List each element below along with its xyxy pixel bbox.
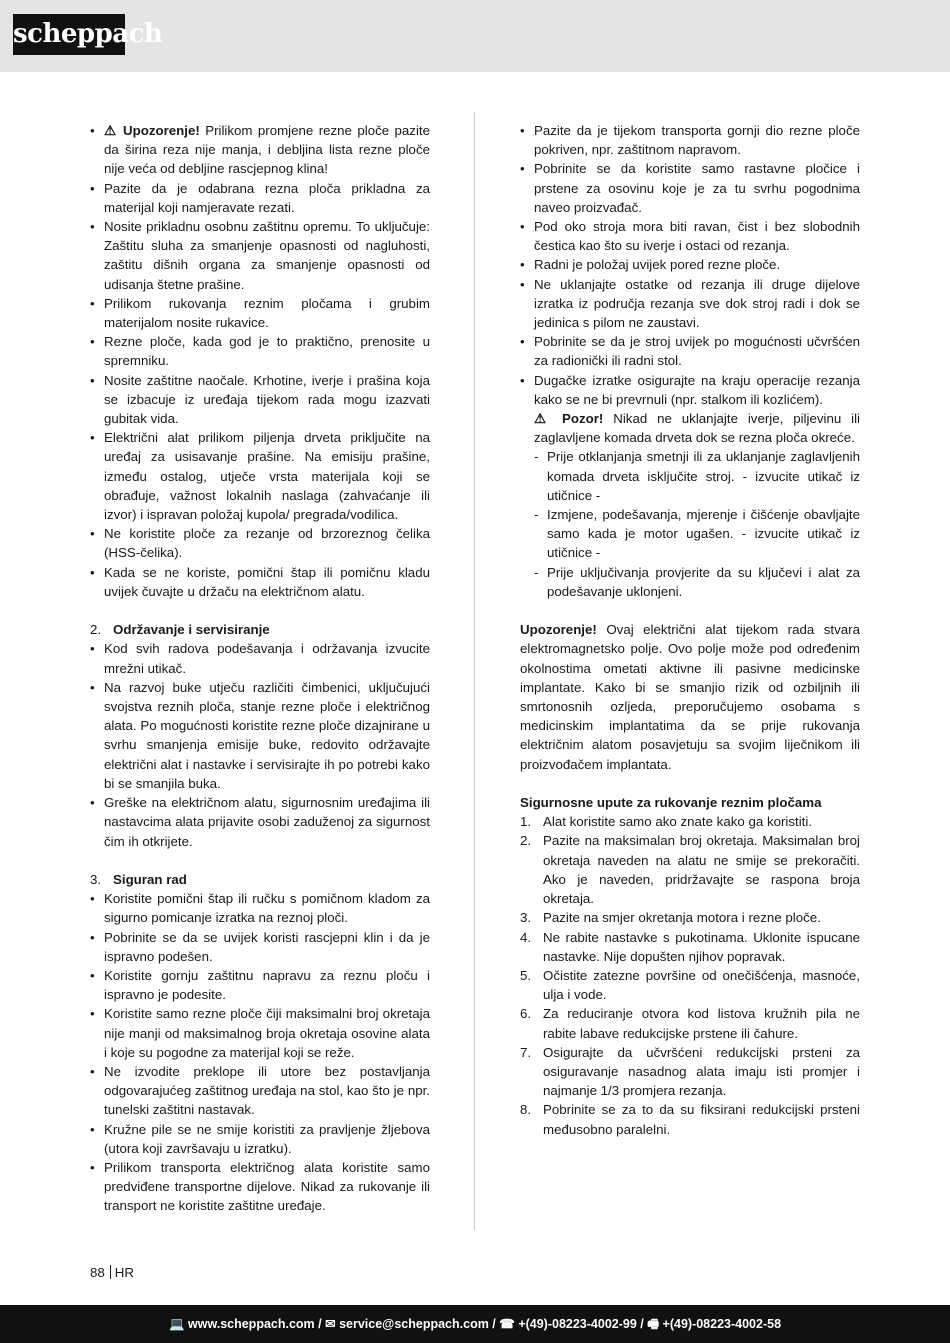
list-item: • Prilikom transporta električnog alata koristite samo predviđene transportne dijelove. Nikad za rukovanje ili transport ne koristite zaštitne uređaje. bbox=[90, 1158, 430, 1216]
fax-icon: 🖷 bbox=[647, 1317, 660, 1331]
list-item: • Ne koristite ploče za rezanje od brzoreznog čelika (HSS-čelika). bbox=[90, 524, 430, 562]
list-item: • Radni je položaj uvijek pored rezne ploče. bbox=[520, 255, 860, 274]
list-item: • Nosite zaštitne naočale. Krhotine, iverje i prašina koja se izbacuje iz uređaja tijekom rada mogu izazvati gubitak vida. bbox=[90, 371, 430, 429]
dash-list bbox=[520, 447, 860, 601]
section-heading-blades: Sigurnosne upute za rukovanje reznim pločama bbox=[520, 795, 822, 811]
email-icon: ✉ bbox=[325, 1317, 336, 1331]
list-item: • Rezne ploče, kada god je to praktično, prenosite u spremniku. bbox=[90, 332, 430, 370]
list-item: • Nosite prikladnu osobnu zaštitnu opremu. To uključuje: Zaštitu sluha za smanjenje opasnosti od nagluhosti, zaštitu dišnih organa za smanjenje opasnosti od udisanja štetne prašine. bbox=[90, 217, 430, 294]
warning-label: ⚠ Pozor! bbox=[534, 411, 604, 427]
maintenance-list bbox=[90, 639, 430, 850]
list-item: 5. Očistite zatezne površine od onečišćenja, masnoće, ulja i vode. bbox=[520, 967, 860, 1003]
list-item: • Greške na električnom alatu, sigurnosnim uređajima ili nastavcima alata prijavite osobi zaduženoj za sigurnost čim ih otkrijete. bbox=[90, 793, 430, 851]
list-item: • Pazite da je odabrana rezna ploča prikladna za materijal koji namjeravate rezati. bbox=[90, 179, 430, 217]
email-link[interactable]: service@scheppach.com bbox=[339, 1317, 489, 1331]
list-item: • Ne uklanjajte ostatke od rezanja ili druge dijelove izratka iz područja rezanja sve dok stroj radi i dok se jedinica s pilom ne zaustavi. bbox=[520, 275, 860, 333]
safe-work-list bbox=[90, 889, 430, 1215]
list-item: • Pobrinite se da se uvijek koristi rascjepni klin i da je ispravno podešen. bbox=[90, 928, 430, 966]
warning-label: ⚠ Upozorenje! bbox=[104, 123, 200, 138]
list-item: • Kada se ne koriste, pomični štap ili pomičnu kladu uvijek čuvajte u držaču na električnom alatu. bbox=[90, 563, 430, 601]
list-item: • Koristite pomični štap ili ručku s pomičnom kladom za sigurno pomicanje izratka na reznoj ploči. bbox=[90, 889, 430, 927]
emf-warning: Upozorenje! Ovaj električni alat tijekom rada stvara elektromagnetsko polje. Ovo polje može pod određenim okolnostima ometati aktivne ili pasivne medicinske implantate. Kako bi se smanjio rizik od ozbiljnih ili smrtonosnih ozljeda, preporučujemo osobama s medicinskim implantatima da se prije rukovanja električnim alatom posavjetuju sa svojim liječnikom ili proizvođačem implantata. bbox=[520, 622, 860, 772]
list-item: • Električni alat prilikom piljenja drveta priključite na uređaj za usisavanje prašine. Na emisiju prašine, između ostalog, utječe vrsta materijala koji se obrađuje, važnost lokalnih naslaga (zahvaćanje ili izvor) i ispravan položaj kupola/ pregrada/vodilica. bbox=[90, 428, 430, 524]
list-item: • Pobrinite se da koristite samo rastavne pločice i prstene za osovinu koje je za tu svrhu pogodnima naveo proizvađač. bbox=[520, 159, 860, 217]
safety-list-continued bbox=[520, 121, 860, 409]
list-item: • Dugačke izratke osigurajte na kraju operacije rezanja kako se ne bi prevrnuli (npr. stalkom ili kozlićem). bbox=[520, 371, 860, 409]
page-number: 88 HR bbox=[90, 1265, 135, 1280]
list-item: • Koristite samo rezne ploče čiji maksimalni broj okretaja nije manji od maksimalnog broja okretaja osovine alata i koje su pogodne za materijal koji se reže. bbox=[90, 1004, 430, 1062]
computer-icon: 💻 bbox=[168, 1317, 185, 1331]
list-item: - Izmjene, podešavanja, mjerenje i čišćenje obavljajte samo kada je motor ugašen. - izvucite utikač iz utičnice - bbox=[520, 505, 860, 563]
warning-label: Upozorenje! bbox=[520, 622, 597, 638]
list-item: • ⚠ Upozorenje! Prilikom promjene rezne ploče pazite da širina reza nije manja, i debljina lista rezne ploče nije veća od debljine rascjepnog klina! bbox=[90, 121, 430, 179]
list-item: • Pazite da je tijekom transporta gornji dio rezne ploče pokriven, npr. zaštitnom napravom. bbox=[520, 121, 860, 159]
list-item: 4. Ne rabite nastavke s pukotinama. Uklonite ispucane nastavke. Nije dopušten njihov popravak. bbox=[520, 929, 860, 964]
phone-number: +(49)-08223-4002-99 bbox=[518, 1317, 637, 1331]
list-item: • Kružne pile se ne smije koristiti za pravljenje žljebova (utora koji završavaju u izratku). bbox=[90, 1120, 430, 1158]
list-item: • Koristite gornju zaštitnu napravu za reznu ploču i ispravno je podesite. bbox=[90, 966, 430, 1004]
list-item: • Na razvoj buke utječu različiti čimbenici, uključujući svojstva reznih ploča, stanje rezne ploče i električnog alata. Po mogućnosti koristite rezne ploče dizajnirane u svrhu smanjenja emisije buke, redovito održavajte električni alat i nastavke i servisirajte ih po potrebi kako bi se smanjila buka. bbox=[90, 678, 430, 793]
list-item: 1. Alat koristite samo ako znate kako ga koristiti. bbox=[520, 814, 813, 830]
phone-icon: ☎ bbox=[499, 1317, 515, 1331]
right-column bbox=[520, 121, 860, 1139]
list-item: 2. Pazite na maksimalan broj okretaja. Maksimalan broj okretaja naveden na alatu ne smije se prekoračiti. Ako je naveden, pridržavajte se raspona broja okretaja. bbox=[520, 833, 860, 907]
list-item: • Prilikom rukovanja reznim pločama i grubim materijalom nosite rukavice. bbox=[90, 294, 430, 332]
section-heading-maintenance: 2. Održavanje i servisiranje bbox=[90, 622, 270, 638]
section-heading-safe-work: 3. Siguran rad bbox=[90, 871, 187, 887]
list-item: - Prije otklanjanja smetnji ili za uklanjanje zaglavljenih komada drveta isključite stroj. - izvucite utikač iz utičnice - bbox=[520, 447, 860, 505]
list-item: • Pobrinite se da je stroj uvijek po mogućnosti učvršćen za radionički ili radni stol. bbox=[520, 332, 860, 370]
pozor-note: ⚠ Pozor! Nikad ne uklanjajte iverje, piljevinu ili zaglavljene komada drveta dok se rezna ploča okreće. bbox=[534, 411, 860, 446]
list-item: 7. Osigurajte da učvršćeni redukcijski prsteni za osiguravanje nasadnog alata imaju isti promjer i najmanje 1/3 promjera rezanja. bbox=[520, 1044, 860, 1099]
list-item: - Prije uključivanja provjerite da su ključevi i alat za podešavanje uklonjeni. bbox=[520, 563, 860, 601]
list-item: 8. Pobrinite se za to da su fiksirani redukcijski prsteni međusobno paralelni. bbox=[520, 1102, 860, 1137]
list-item: 3. Pazite na smjer okretanja motora i rezne ploče. bbox=[520, 910, 821, 926]
scheppach-logo: scheppach bbox=[13, 14, 125, 55]
list-item: 6. Za reduciranje otvora kod listova kružnih pila ne rabite labave redukcijske prstene ili čahure. bbox=[520, 1006, 860, 1041]
column-divider bbox=[474, 112, 475, 1230]
website-link[interactable]: www.scheppach.com bbox=[188, 1317, 315, 1331]
list-item: • Kod svih radova podešavanja i održavanja izvucite mrežni utikač. bbox=[90, 639, 430, 677]
page-header bbox=[0, 0, 950, 72]
fax-number: +(49)-08223-4002-58 bbox=[662, 1317, 782, 1331]
left-column bbox=[90, 121, 430, 1216]
contact-bar: 💻 www.scheppach.com / ✉ service@scheppach.com / ☎ +(49)-08223-4002-99 / 🖷 +(49)-08223-4002-58 bbox=[0, 1305, 950, 1343]
list-item: • Pod oko stroja mora biti ravan, čist i bez slobodnih čestica kao što su iverje i ostaci od rezanja. bbox=[520, 217, 860, 255]
list-item: • Ne izvodite preklope ili utore bez postavljanja odgovarajućeg zaštitnog uređaja na stol, kao što je npr. tunelski zaštitni nastavak. bbox=[90, 1062, 430, 1120]
blade-instructions-list bbox=[520, 812, 860, 1138]
safety-list-general bbox=[90, 121, 430, 601]
